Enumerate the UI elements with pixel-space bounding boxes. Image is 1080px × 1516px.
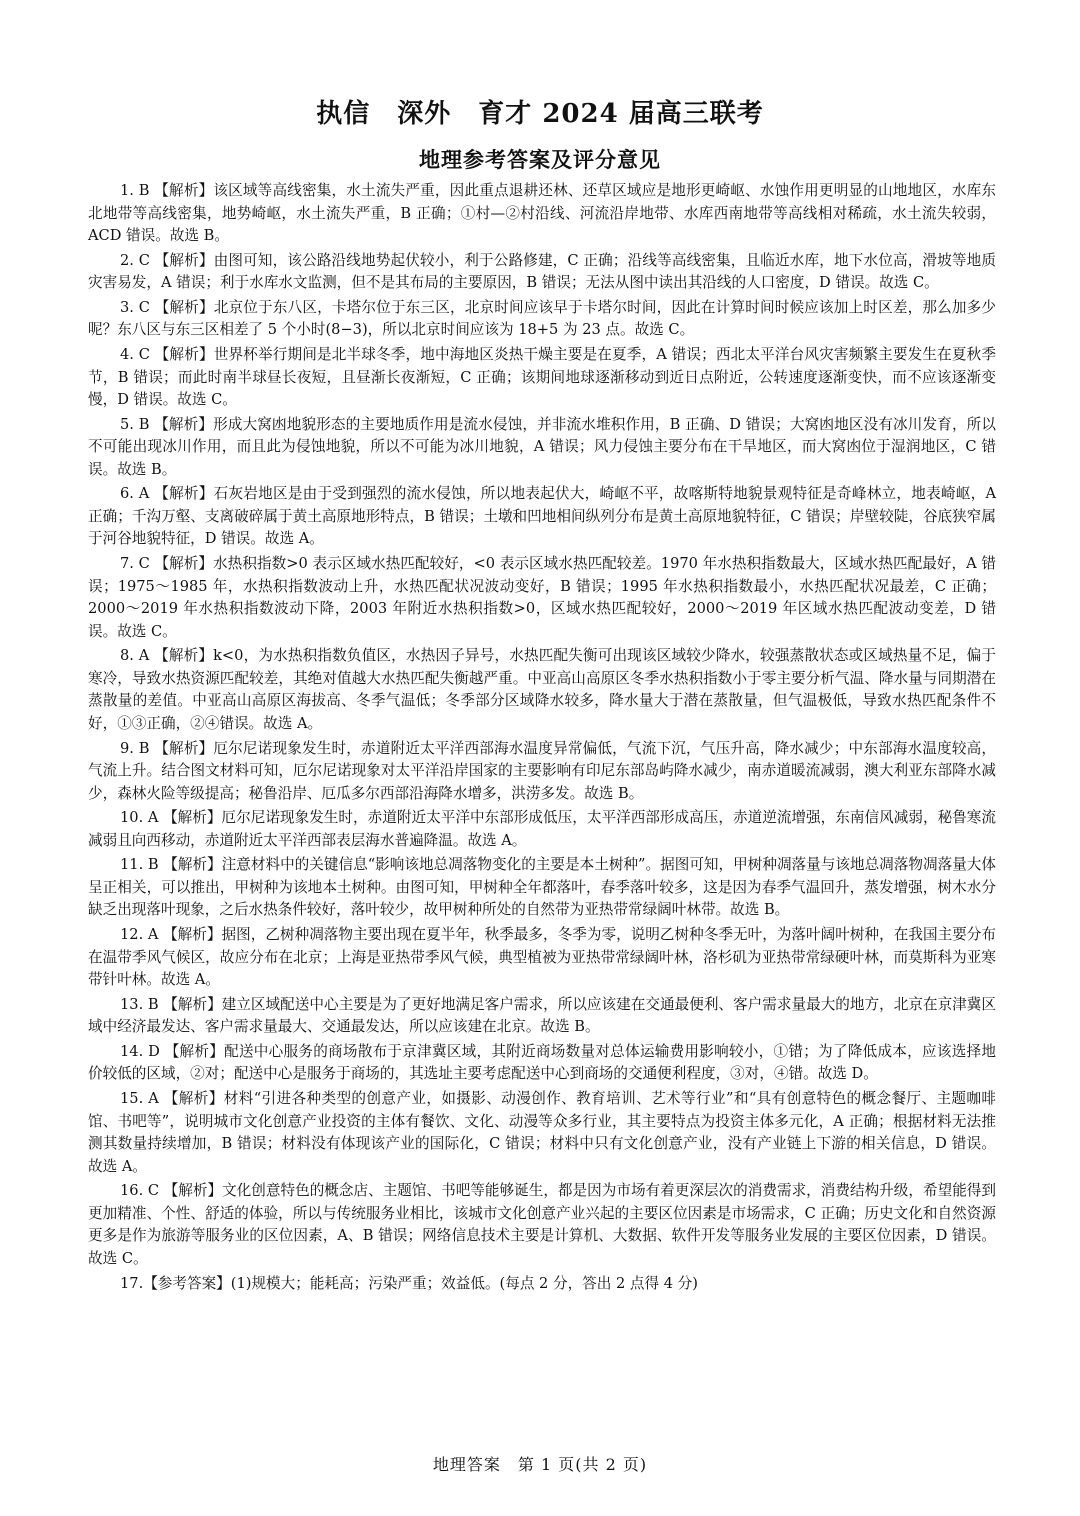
page-title: 执信 深外 育才 2024 届高三联考	[316, 99, 764, 129]
page-footer: 地理答案 第 1 页(共 2 页)	[432, 1455, 648, 1474]
answer-item-1: 1. B 【解析】该区域等高线密集，水土流失严重，因此重点退耕还林、还草区域应是地形更崎岖、水蚀作用更明显的山地地区，水库东北地带等高线密集，地势崎岖，水土流失严重，B 正确；①村—②村沿线、河流沿岸地带、水库西南地带等高线相对稀疏，水土流失较弱，ACD 错误。故选 B。	[88, 182, 996, 244]
answer-item-9: 9. B 【解析】厄尔尼诺现象发生时，赤道附近太平洋西部海水温度异常偏低，气流下沉，气压升高，降水减少；中东部海水温度较高，气流上升。结合图文材料可知，厄尔尼诺现象对太平洋沿岸国家的主要影响有印尼东部岛屿降水减少，南赤道暖流减弱，澳大利亚东部降水减少，森林火险等级提高；秘鲁沿岸、厄瓜多尔西部沿海降水增多，洪涝多发。故选 B。	[88, 739, 996, 802]
answer-item-5: 5. B 【解析】形成大窝凼地貌形态的主要地质作用是流水侵蚀，并非流水堆积作用，B 正确、D 错误；大窝凼地区没有冰川发育，所以不可能出现冰川作用，而且此为侵蚀地貌，所以不可能为冰川地貌，A 错误；风力侵蚀主要分布在干旱地区，而大窝凼位于湿润地区，C 错误。故选 B。	[88, 415, 996, 478]
answer-item-7: 7. C 【解析】水热积指数>0 表示区域水热匹配较好，<0 表示区域水热匹配较差。1970 年水热积指数最大，区域水热匹配最好，A 错误；1975～1985 年，水热积指数波动上升，水热匹配状况波动变好，B 错误；1995 年水热积指数最小，水热匹配状况最差，C 正确；2000～2019 年水热积指数波动下降，2003 年附近水热积指数>0，区域水热匹配较好，2000～2019 年区域水热匹配波动变差，D 错误。故选 C。	[88, 555, 996, 640]
answer-item-3: 3. C 【解析】北京位于东八区，卡塔尔位于东三区，北京时间应该早于卡塔尔时间，因此在计算时间时候应该加上时区差，那么加多少呢？东八区与东三区相差了 5 个小时(8−3)，所以北京时间应该为 18+5 为 23 点。故选 C。	[88, 298, 996, 339]
answer-item-12: 12. A 【解析】据图，乙树种凋落物主要出现在夏半年，秋季最多，冬季为零，说明乙树种冬季无叶，为落叶阔叶树种，在我国主要分布在温带季风气候区，故应分布在北京；上海是亚热带季风气候，典型植被为亚热带常绿阔叶林，洛杉矶为亚热带常绿硬叶林，而莫斯科为亚寒带针叶林。故选 A。	[88, 926, 996, 989]
answer-item-2: 2. C 【解析】由图可知，该公路沿线地势起伏较小，利于公路修建，C 正确；沿线等高线密集，且临近水库，地下水位高，滑坡等地质灾害易发，A 错误；利于水库水文监测，但不是其布局的主要原因，B 错误；无法从图中读出其沿线的人口密度，D 错误。故选 C。	[88, 251, 996, 292]
answer-item-8: 8. A 【解析】k<0，为水热积指数负值区，水热因子异号，水热匹配失衡可出现该区域较少降水，较强蒸散状态或区域热量不足，偏于寒冷，导致水热资源匹配较差，其绝对值越大水热匹配失衡越严重。中亚高山高原区冬季水热积指数小于零主要分析气温、降水量与同期潜在蒸散量的差值。中亚高山高原区海拔高、冬季气温低；冬季部分区域降水较多，降水量大于潜在蒸散量，但气温极低，导致水热匹配条件不好，①③正确，②④错误。故选 A。	[88, 647, 996, 732]
answer-list	[88, 180, 996, 1297]
answer-item-15: 15. A 【解析】材料“引进各种类型的创意产业，如摄影、动漫创作、教育培训、艺术等行业”和“具有创意特色的概念餐厅、主题咖啡馆、书吧等”，说明城市文化创意产业投资的主体有餐饮、文化、动漫等众多行业，其主要特点为投资主体多元化，A 正确；根据材料无法推测其数量持续增加，B 错误；材料没有体现该产业的国际化，C 错误；材料中只有文化创意产业，没有产业链上下游的相关信息，D 错误。故选 A。	[88, 1090, 996, 1175]
answer-item-14: 14. D 【解析】配送中心服务的商场散布于京津冀区域，其附近商场数量对总体运输费用影响较小，①错；为了降低成本，应该选择地价较低的区域，②对；配送中心是服务于商场的，其选址主要考虑配送中心到商场的交通便利程度，③对，④错。故选 D。	[88, 1042, 996, 1083]
answer-item-17: 17.【参考答案】(1)规模大；能耗高；污染严重；效益低。(每点 2 分，答出 2 点得 4 分)	[120, 1274, 698, 1292]
answer-item-11: 11. B 【解析】注意材料中的关键信息“影响该地总凋落物变化的主要是本土树种”。据图可知，甲树种凋落量与该地总凋落物凋落量大体呈正相关，可以推出，甲树种为该地本土树种。由图可知，甲树种全年都落叶，春季落叶较多，这是因为春季气温回升，蒸发增强，树木水分缺乏出现落叶现象，之后水热条件较好，落叶较少，故甲树种所处的自然带为亚热带常绿阔叶林带。故选 B。	[88, 856, 996, 919]
page-subtitle: 地理参考答案及评分意见	[419, 147, 661, 172]
answer-item-16: 16. C 【解析】文化创意特色的概念店、主题馆、书吧等能够诞生，都是因为市场有着更深层次的消费需求，消费结构升级，希望能得到更加精准、个性、舒适的体验，所以与传统服务业相比，该城市文化创意产业兴起的主要区位因素是市场需求，C 正确；历史文化和自然资源更多是作为旅游等服务业的区位因素，A、B 错误；网络信息技术主要是计算机、大数据、软件开发等服务业发展的主要区位因素，D 错误。故选 C。	[88, 1182, 996, 1267]
answer-item-6: 6. A 【解析】石灰岩地区是由于受到强烈的流水侵蚀，所以地表起伏大，崎岖不平，故喀斯特地貌景观特征是奇峰林立，地表崎岖，A 正确；千沟万壑、支离破碎属于黄土高原地形特点，B 错误；土墩和凹地相间纵列分布是黄土高原地貌特征，C 错误；岸壁较陡，谷底狭窄属于河谷地貌特征，D 错误。故选 A。	[88, 485, 996, 548]
answer-item-10: 10. A 【解析】厄尔尼诺现象发生时，赤道附近太平洋中东部形成低压，太平洋西部形成高压，赤道逆流增强，东南信风减弱，秘鲁寒流减弱且向西移动，赤道附近太平洋西部表层海水普遍降温。故选 A。	[88, 809, 996, 849]
answer-item-13: 13. B 【解析】建立区域配送中心主要是为了更好地满足客户需求，所以应该建在交通最便利、客户需求量最大的地方，北京在京津冀区域中经济最发达、客户需求量最大、交通最发达，所以应该建在北京。故选 B。	[88, 995, 996, 1036]
answer-item-4: 4. C 【解析】世界杯举行期间是北半球冬季，地中海地区炎热干燥主要是在夏季，A 错误；西北太平洋台风灾害频繁主要发生在夏秋季节，B 错误；而此时南半球昼长夜短，且昼渐长夜渐短，C 正确；该期间地球逐渐移动到近日点附近，公转速度逐渐变快，而不应该逐渐变慢，D 错误。故选 C。	[88, 346, 996, 409]
